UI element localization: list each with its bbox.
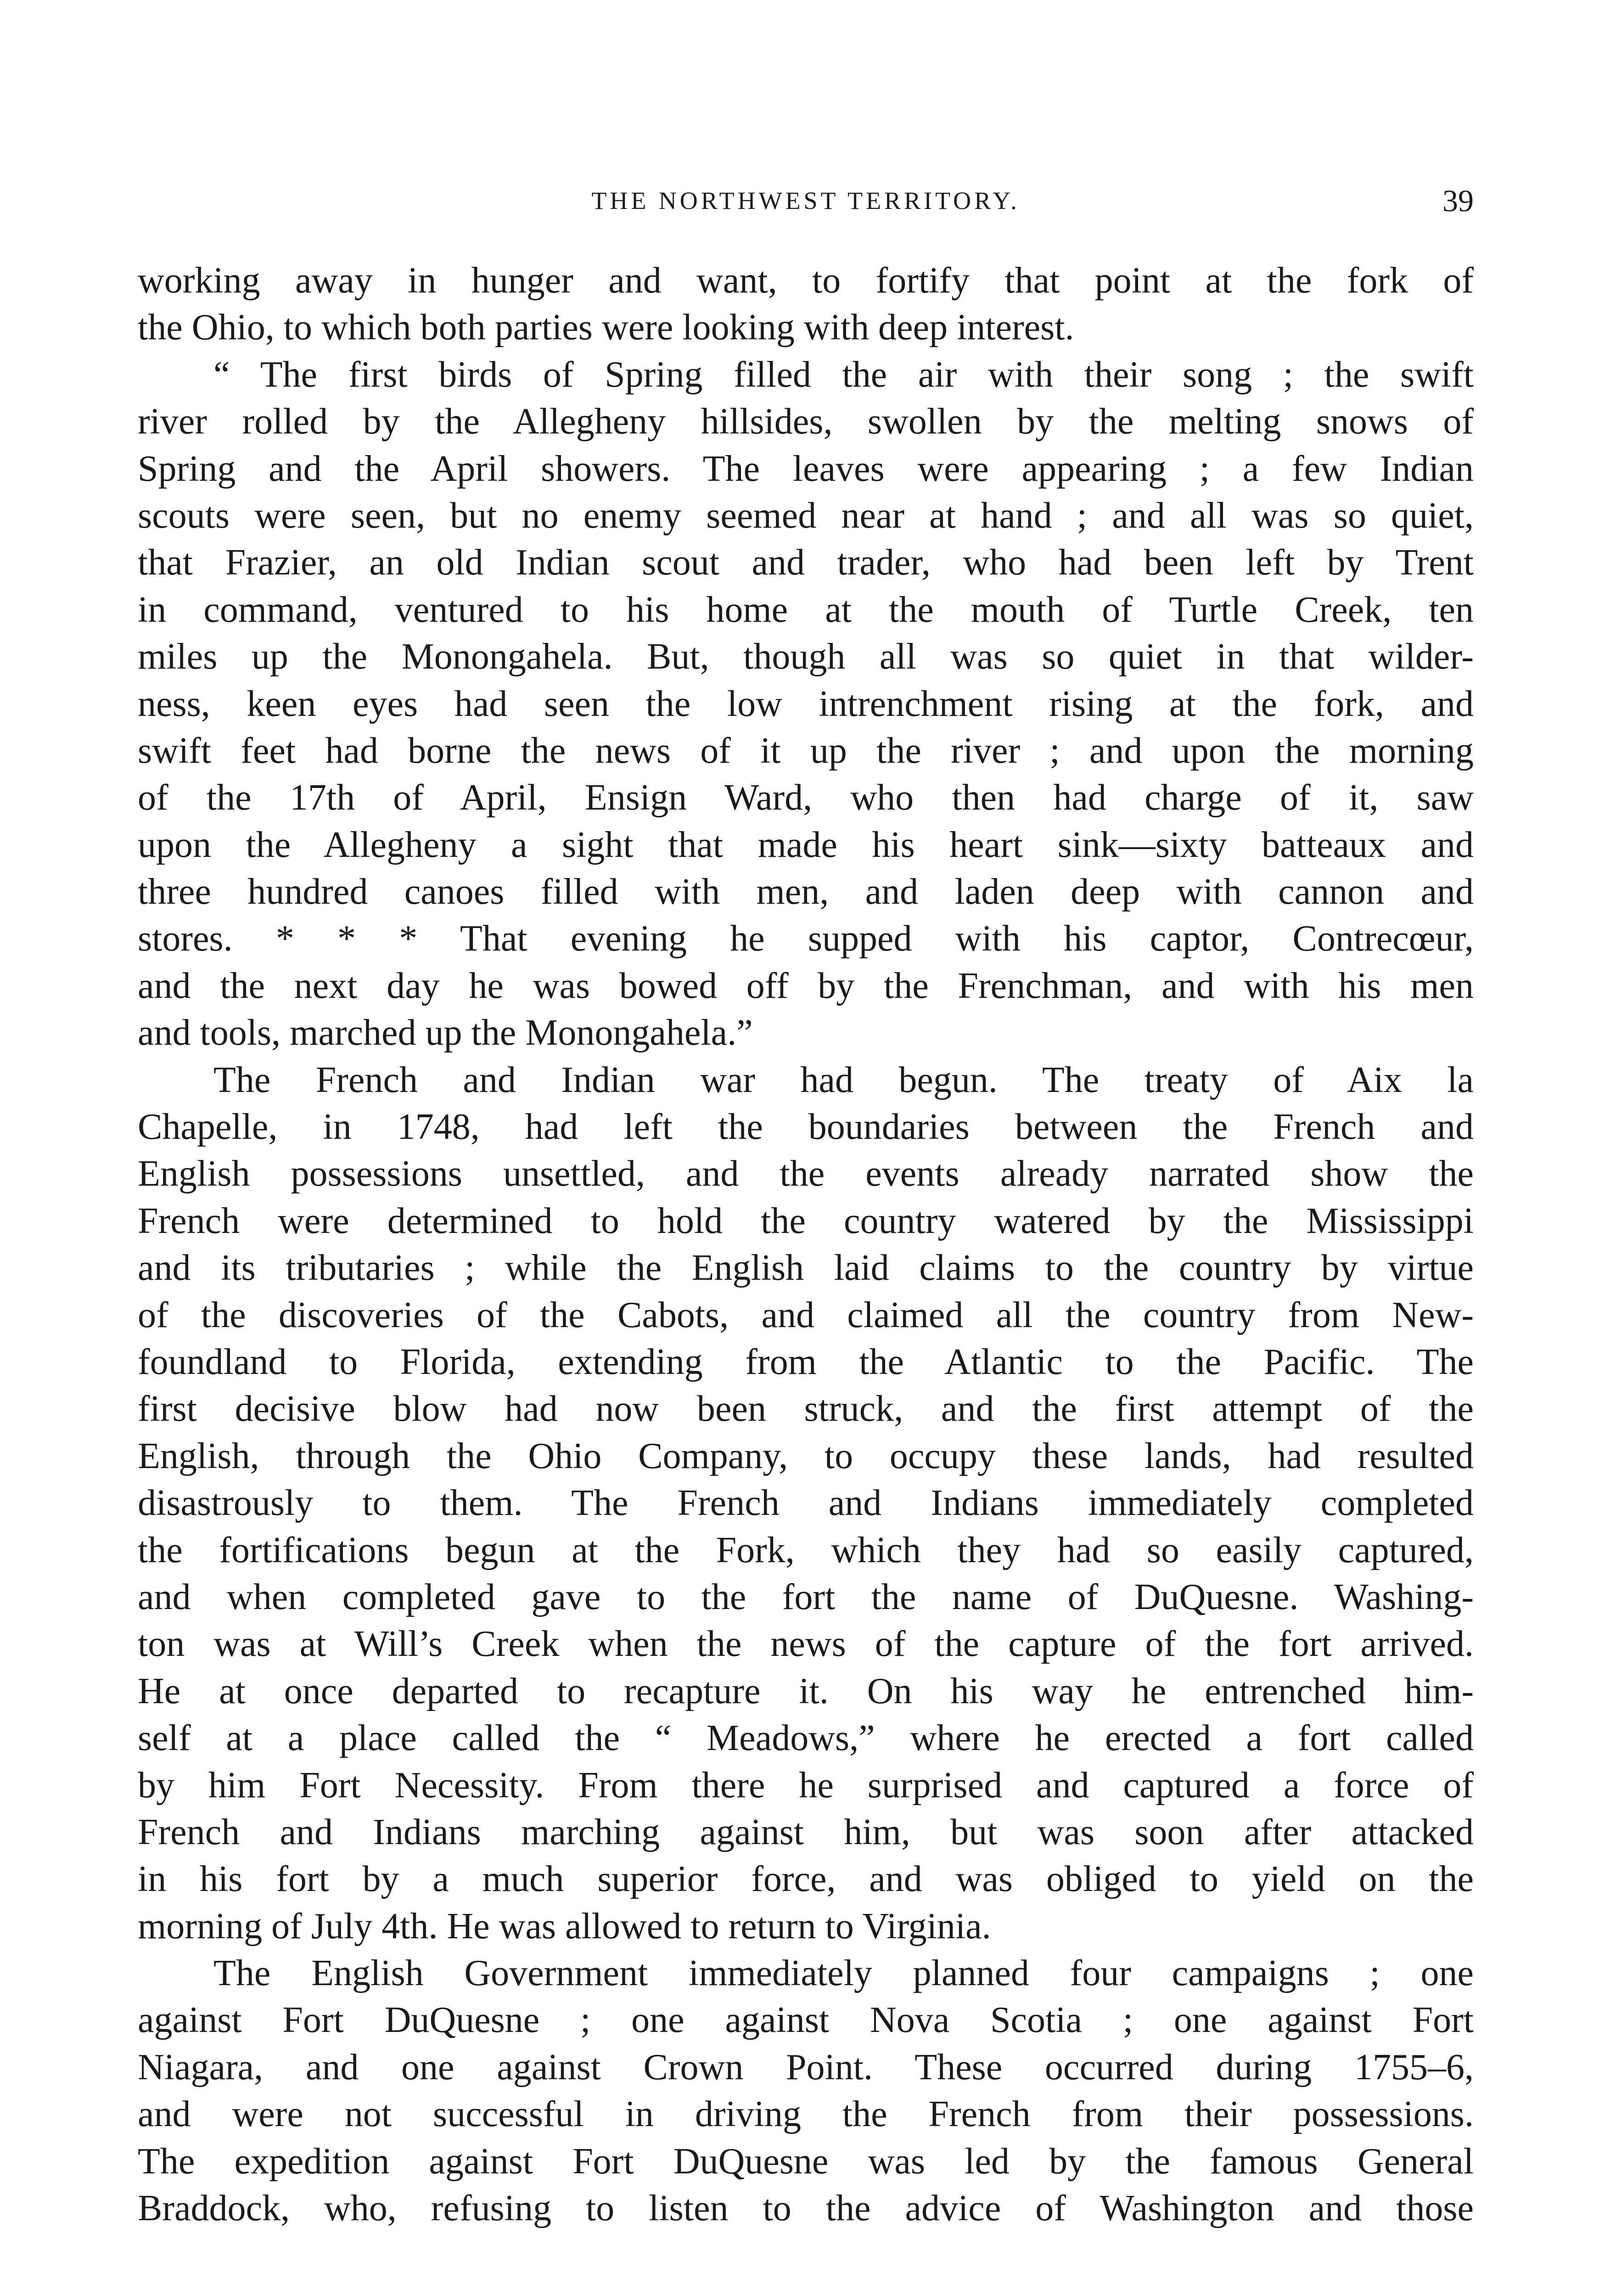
text-line: river rolled by the Allegheny hillsides, swollen by the melting snows of xyxy=(138,401,1474,442)
text-line: first decisive blow had now been struck, and the first attempt of the xyxy=(138,1389,1474,1429)
text-line: miles up the Monongahela. But, though all was so quiet in that wilder- xyxy=(138,636,1474,677)
text-line: The expedition against Fort DuQuesne was led by the famous General xyxy=(138,2141,1474,2182)
text-line: “ The first birds of Spring filled the air with their song ; the swift xyxy=(213,354,1474,395)
body-text xyxy=(138,257,1474,2232)
text-line: upon the Allegheny a sight that made his heart sink—sixty batteaux and xyxy=(138,824,1474,865)
page-number: 39 xyxy=(1442,183,1474,218)
text-line: scouts were seen, but no enemy seemed near at hand ; and all was so quiet, xyxy=(138,495,1474,536)
text-line: English possessions unsettled, and the events already narrated show the xyxy=(138,1154,1474,1194)
text-line: ness, keen eyes had seen the low intrenchment rising at the fork, and xyxy=(138,683,1474,724)
text-line: Spring and the April showers. The leaves were appearing ; a few Indian xyxy=(138,448,1474,489)
running-head xyxy=(138,180,1474,221)
text-line: and the next day he was bowed off by the Frenchman, and with his men xyxy=(138,965,1474,1006)
text-line: the Ohio, to which both parties were looking with deep interest. xyxy=(138,307,1074,348)
text-line: the fortifications begun at the Fork, which they had so easily captured, xyxy=(138,1530,1474,1570)
text-line: English, through the Ohio Company, to occupy these lands, had resulted xyxy=(138,1435,1474,1476)
text-line: working away in hunger and want, to fortify that point at the fork of xyxy=(138,260,1474,301)
text-line: and tools, marched up the Monongahela.” xyxy=(138,1013,753,1053)
text-line: French and Indians marching against him, but was soon after attacked xyxy=(138,1812,1474,1852)
running-title: THE NORTHWEST TERRITORY. xyxy=(591,187,1020,214)
text-line: in his fort by a much superior force, and was obliged to yield on the xyxy=(138,1859,1474,1900)
text-line: foundland to Florida, extending from the Atlantic to the Pacific. The xyxy=(138,1341,1474,1382)
text-line: He at once departed to recapture it. On his way he entrenched him- xyxy=(138,1671,1474,1711)
text-line: French were determined to hold the country watered by the Mississippi xyxy=(138,1200,1474,1241)
text-line: ton was at Will’s Creek when the news of the capture of the fort arrived. xyxy=(138,1624,1474,1665)
text-line: against Fort DuQuesne ; one against Nova Scotia ; one against Fort xyxy=(138,2000,1474,2041)
text-line: The English Government immediately planned four campaigns ; one xyxy=(213,1953,1474,1994)
text-line: three hundred canoes filled with men, and laden deep with cannon and xyxy=(138,872,1474,912)
text-line: The French and Indian war had begun. The treaty of Aix la xyxy=(213,1059,1474,1100)
text-line: of the 17th of April, Ensign Ward, who then had charge of it, saw xyxy=(138,777,1474,818)
text-line: morning of July 4th. He was allowed to return to Virginia. xyxy=(138,1906,991,1947)
text-line: by him Fort Necessity. From there he surprised and captured a force of xyxy=(138,1765,1474,1806)
text-line: disastrously to them. The French and Indians immediately completed xyxy=(138,1483,1474,1524)
text-line: that Frazier, an old Indian scout and trader, who had been left by Trent xyxy=(138,542,1474,583)
text-line: and were not successful in driving the French from their possessions. xyxy=(138,2094,1474,2135)
text-line: Chapelle, in 1748, had left the boundaries between the French and xyxy=(138,1107,1474,1148)
text-line: Niagara, and one against Crown Point. These occurred during 1755–6, xyxy=(138,2047,1474,2088)
text-line: self at a place called the “ Meadows,” where he erected a fort called xyxy=(138,1718,1474,1759)
text-line: of the discoveries of the Cabots, and claimed all the country from New- xyxy=(138,1294,1474,1335)
text-line: stores. * * * That evening he supped with his captor, Contrecœur, xyxy=(138,918,1474,959)
text-line: and its tributaries ; while the English laid claims to the country by virtue xyxy=(138,1248,1474,1289)
text-line: swift feet had borne the news of it up the river ; and upon the morning xyxy=(138,730,1474,771)
text-line: in command, ventured to his home at the mouth of Turtle Creek, ten xyxy=(138,589,1474,630)
text-line: Braddock, who, refusing to listen to the advice of Washington and those xyxy=(138,2188,1474,2229)
text-line: and when completed gave to the fort the name of DuQuesne. Washing- xyxy=(138,1576,1474,1617)
